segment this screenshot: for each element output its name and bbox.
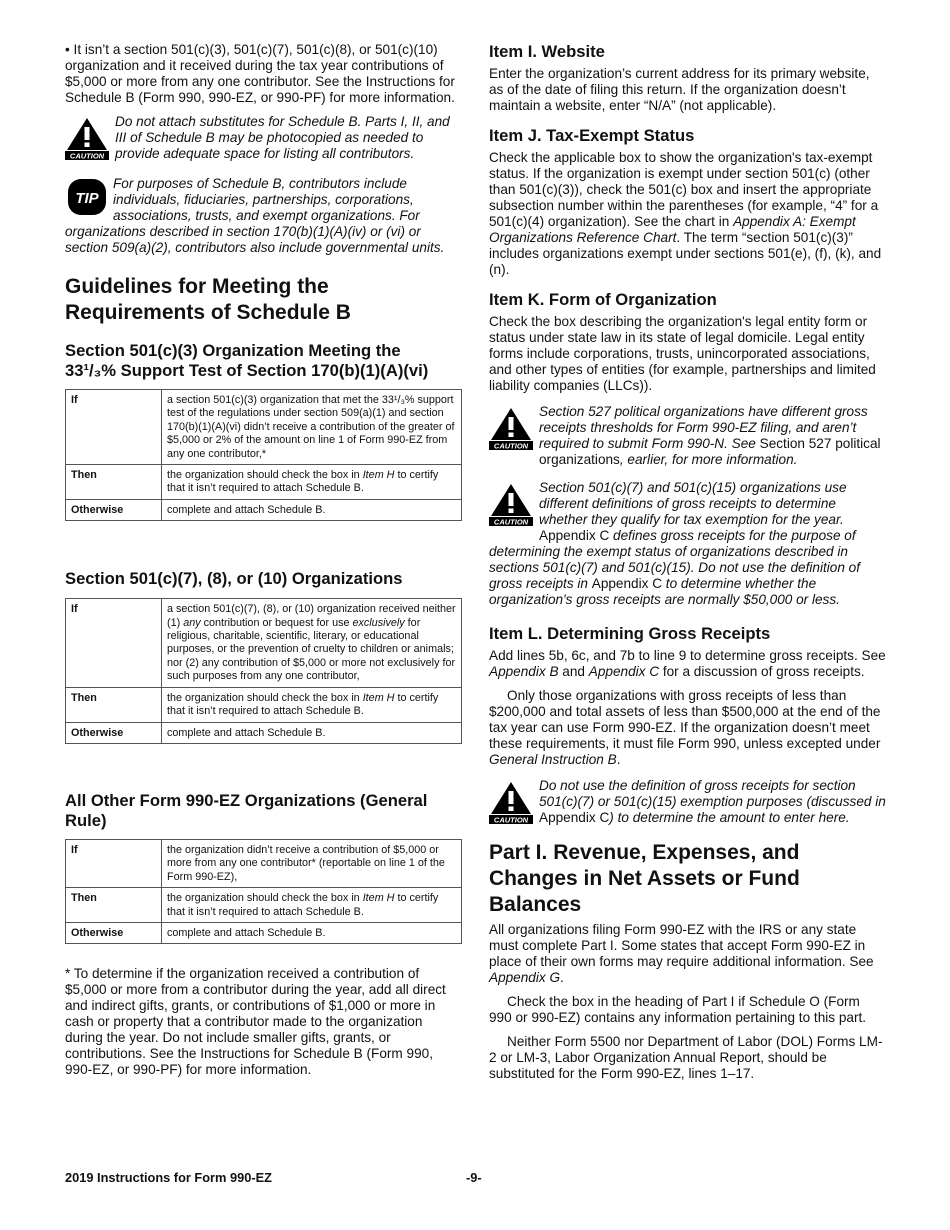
table-row [66, 922, 462, 943]
table-row [66, 465, 462, 500]
footer-title: 2019 Instructions for Form 990-EZ [65, 1170, 272, 1185]
caution-text-3: Section 501(c)(7) and 501(c)(15) organizations use different definitions of gross receipts to determine whether they qualify for tax exemption for the year. Appendix C defines gross receipts for the purpose of determining the exempt status of organizations described in sections 501(c)(7) and 501(c)(15). Do not use the definition of gross receipts in Appendix C to determine whether the organization's gross receipts are normally $50,000 or less. [489, 480, 861, 607]
section-501c7-heading: Section 501(c)(7), (8), or (10) Organizations [65, 569, 403, 589]
table-row [66, 599, 462, 687]
left-column [65, 42, 462, 1078]
caution-icon [489, 406, 533, 454]
table-row [66, 722, 462, 743]
guidelines-heading: Guidelines for Meeting the Requirements of Schedule B [65, 275, 351, 324]
caution-icon [489, 482, 533, 530]
item-l-text: Add lines 5b, 6c, and 7b to line 9 to determine gross receipts. See Appendix B and Appendix C for a discussion of gross receipts. [489, 648, 886, 679]
rule-table-501c3 [65, 389, 462, 521]
part-i-heading: Part I. Revenue, Expenses, and Changes in Net Assets or Fund Balances [489, 841, 800, 916]
item-i-heading: Item I. Website [489, 42, 605, 61]
then-text: the organization should check the box in Item H to certify that it isn’t required to attach Schedule B. [162, 687, 462, 722]
footnote: * To determine if the organization received a contribution of $5,000 or more from a contributor during the year, add all direct and indirect gifts, grants, or contributions of $1,000 or more in cash or property that a contributor made to the organization during the year. Do not include smaller gifts, grants, or contributions. See the Instructions for Schedule B (Form 990, 990-EZ, or 990-PF) for more information. [65, 966, 446, 1078]
caution-text-4: Do not use the definition of gross receipts for section 501(c)(7) or 501(c)(15) exemption purposes (discussed in Appendix C) to determine the amount to enter here. [539, 778, 886, 825]
rule-table-general [65, 839, 462, 944]
item-l-heading: Item L. Determining Gross Receipts [489, 624, 771, 643]
bullet-paragraph: • It isn’t a section 501(c)(3), 501(c)(7), 501(c)(8), or 501(c)(10) organization and it received during the tax year contributions of $5,000 or more from any one contributor. See the Instructions for Schedule B (Form 990, 990-EZ, or 990-PF) for more information. [65, 42, 455, 105]
tip-text: For purposes of Schedule B, contributors include individuals, fiduciaries, partnerships, corporations, associations, trusts, and exempt organizations. For organizations described in section 170(b)(1)(A)(iv) or (vi) or section 509(a)(2), contributors also include governmental units. [65, 176, 445, 255]
item-j-text: Check the applicable box to show the organization's tax-exempt status. If the organization is exempt under section 501(c) (other than 501(c)(3)), check the 501(c) box and insert the appropriate subsection number within the parentheses (for example, “4” for a 501(c)(4) organization). See the chart in Appendix A: Exempt Organizations Reference Chart. The term “section 501(c)(3)” includes organizations exempt under sections 501(e), (f), (k), and (n). [489, 150, 882, 277]
if-label: If [66, 839, 162, 887]
caution-note-3 [489, 480, 886, 608]
item-k-heading: Item K. Form of Organization [489, 290, 717, 309]
svg-text:CAUTION: CAUTION [493, 815, 529, 824]
table-row [66, 888, 462, 923]
table-row [66, 499, 462, 520]
svg-text:CAUTION: CAUTION [493, 441, 529, 450]
then-label: Then [66, 465, 162, 500]
caution-icon [65, 116, 109, 164]
then-label: Then [66, 888, 162, 923]
caution-text-1: Do not attach substitutes for Schedule B. Parts I, II, and III of Schedule B may be photocopied as needed to provide adequate space for listing all contributors. [115, 114, 450, 161]
right-column [489, 42, 886, 1082]
then-text: the organization should check the box in Item H to certify that it isn’t required to attach Schedule B. [162, 465, 462, 500]
caution-icon [489, 780, 533, 828]
if-text: a section 501(c)(3) organization that met the 33¹/₃% support test of the regulations under section 509(a)(1) and section 170(b)(1)(A)(vi) didn’t receive a contribution of the greater of $5,000 or 2% of the amount on line 1 of Form 990-EZ from any one contributor,* [162, 390, 462, 465]
section-501c3-heading: Section 501(c)(3) Organization Meeting the 33¹/₃% Support Test of Section 170(b)(1)(A)(vi) [65, 341, 429, 380]
table-row [66, 839, 462, 887]
if-text: a section 501(c)(7), (8), or (10) organization received neither (1) any contribution or bequest for use exclusively for religious, charitable, scientific, literary, or educational purposes, or the prevention of cruelty to children or animals; nor (2) any contribution of $5,000 or more not exclusively for such purposes from any one contributor, [162, 599, 462, 687]
part-i-paragraph-3: Neither Form 5500 nor Department of Labor (DOL) Forms LM-2 or LM-3, Labor Organization Annual Report, should be substituted for the Form 990-EZ, lines 1–17. [489, 1034, 883, 1081]
otherwise-text: complete and attach Schedule B. [162, 499, 462, 520]
table-row [66, 390, 462, 465]
caution-note-4 [489, 778, 886, 826]
bullet-dot: • [65, 42, 74, 57]
caution-note-1 [65, 114, 462, 162]
otherwise-label: Otherwise [66, 922, 162, 943]
svg-text:TIP: TIP [75, 190, 99, 207]
otherwise-label: Otherwise [66, 722, 162, 743]
rule-table-501c7 [65, 598, 462, 744]
if-text: the organization didn’t receive a contribution of $5,000 or more from any one contributor* (reportable on line 1 of the Form 990-EZ), [162, 839, 462, 887]
svg-text:CAUTION: CAUTION [493, 517, 529, 526]
caution-text-2: Section 527 political organizations have different gross receipts thresholds for Form 990-EZ filing, and aren’t required to submit Form 990-N. See Section 527 political organizations, earlier, for more information. [539, 404, 881, 467]
part-i-paragraph-2: Check the box in the heading of Part I if Schedule O (Form 990 or 990-EZ) contains any information pertaining to this part. [489, 994, 867, 1025]
item-j-heading: Item J. Tax-Exempt Status [489, 126, 695, 145]
caution-note-2 [489, 404, 886, 468]
tip-note [65, 176, 462, 256]
then-label: Then [66, 687, 162, 722]
if-label: If [66, 599, 162, 687]
then-text: the organization should check the box in Item H to certify that it isn’t required to attach Schedule B. [162, 888, 462, 923]
otherwise-text: complete and attach Schedule B. [162, 722, 462, 743]
item-l-paragraph-2: Only those organizations with gross receipts of less than $200,000 and total assets of less than $500,000 at the end of the tax year can use Form 990-EZ. If the organization doesn’t meet these requirements, it must file Form 990, unless excepted under General Instruction B. [489, 688, 881, 767]
svg-text:CAUTION: CAUTION [69, 151, 105, 160]
otherwise-label: Otherwise [66, 499, 162, 520]
table-row [66, 687, 462, 722]
part-i-paragraph-1: All organizations filing Form 990-EZ with the IRS or any state must complete Part I. Some states that accept Form 990-EZ in place of their own forms may require additional information. See Appendix G. [489, 922, 874, 985]
general-rule-heading: All Other Form 990-EZ Organizations (General Rule) [65, 790, 428, 830]
otherwise-text: complete and attach Schedule B. [162, 922, 462, 943]
tip-icon [65, 178, 107, 220]
page-number: -9- [466, 1170, 482, 1185]
if-label: If [66, 390, 162, 465]
item-i-text: Enter the organization’s current address for its primary website, as of the date of filing this return. If the organization doesn’t maintain a website, enter “N/A” (not applicable). [489, 66, 870, 113]
item-k-text: Check the box describing the organization's legal entity form or status under state law in its state of legal domicile. Legal entity forms include corporations, trusts, unincorporated associations, and other types of entities (for example, partnerships and limited liability companies (LLCs)). [489, 314, 876, 393]
